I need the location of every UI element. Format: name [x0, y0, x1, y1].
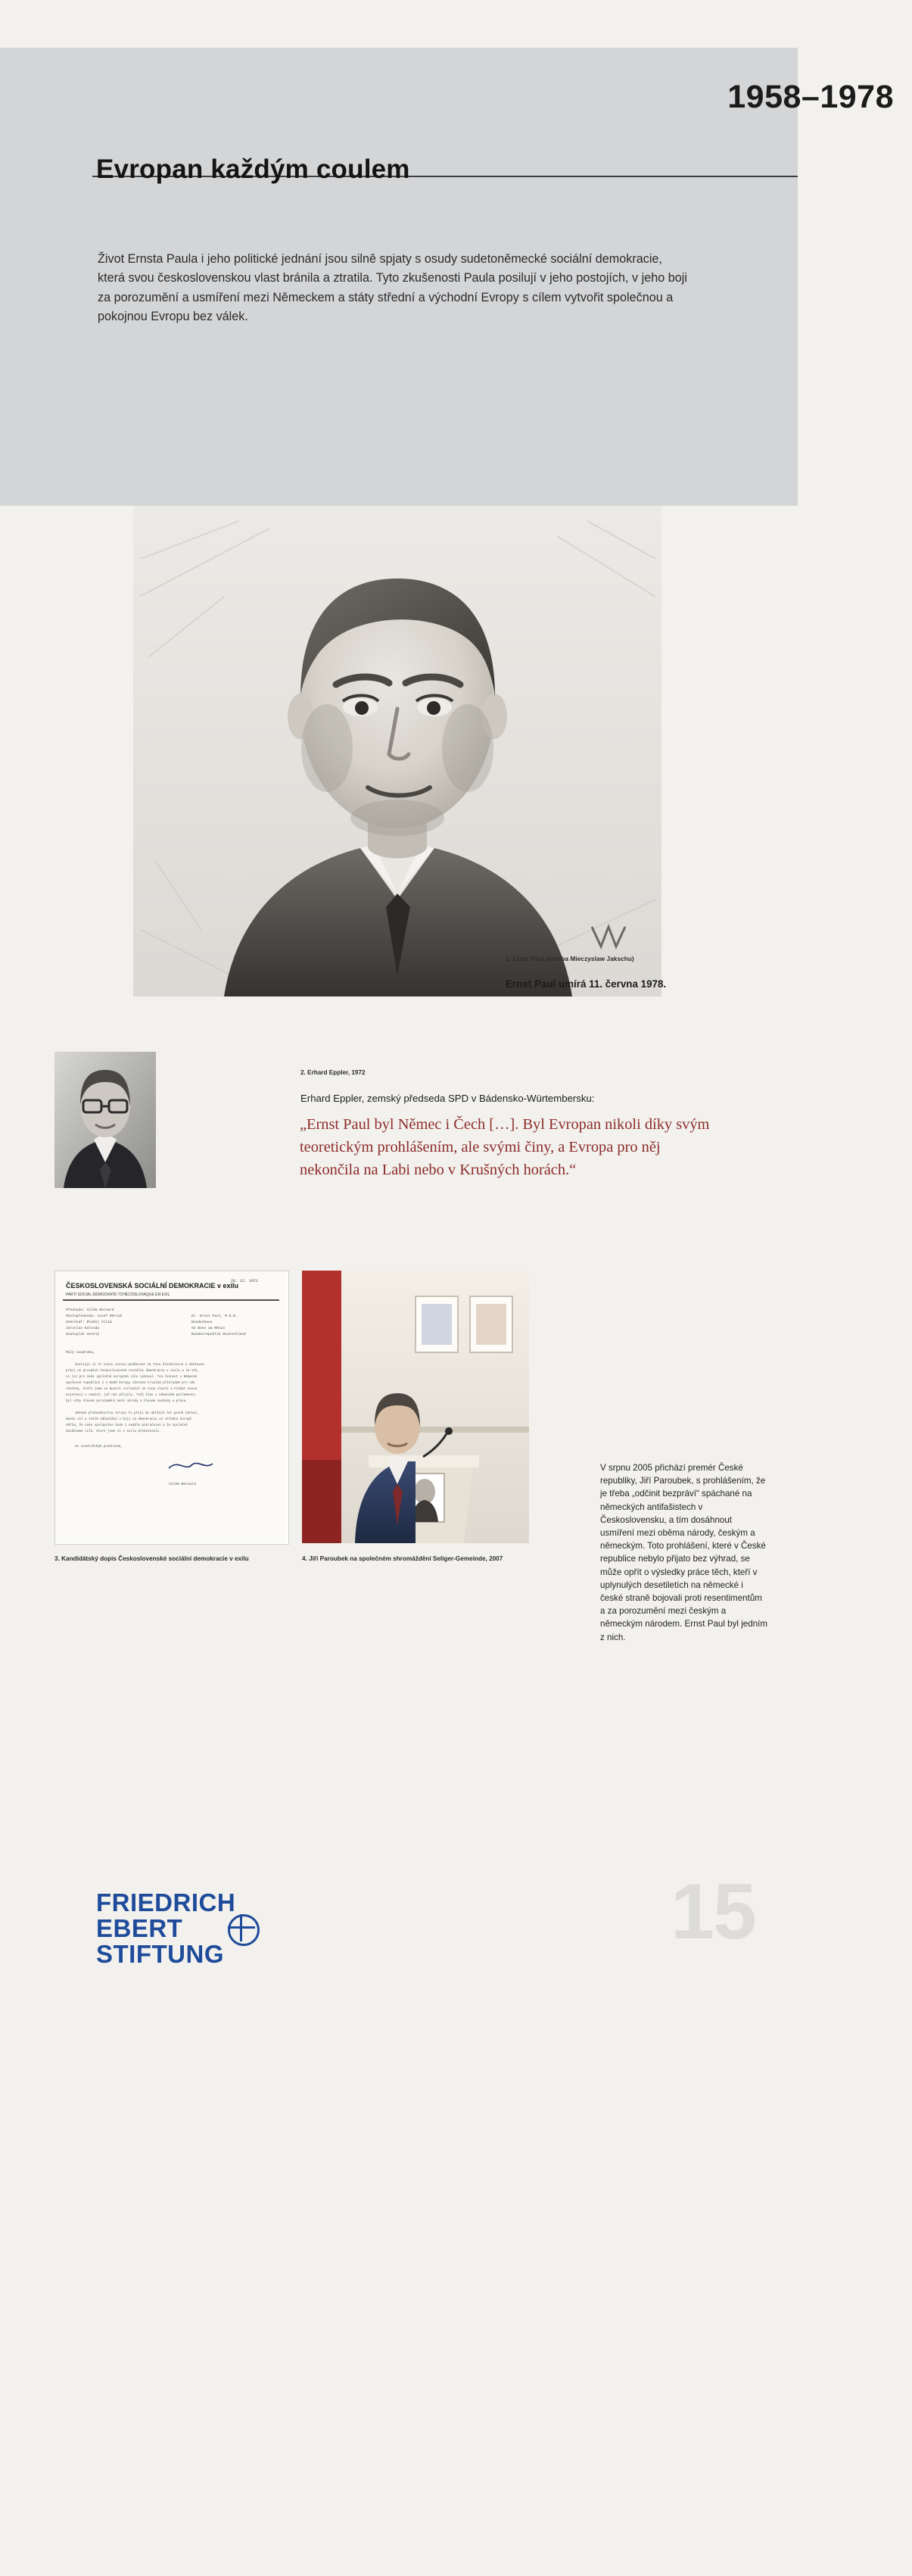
speaker-at-lectern-icon [302, 1271, 529, 1543]
svg-text:všechny, kteří jsme se museli: všechny, kteří jsme se museli rozloučit se svou vlastí a hledat novou [66, 1388, 198, 1391]
fes-logo-line3: STIFTUNG [96, 1940, 224, 1968]
svg-text:Sekretář: Blažej Vilím: Sekretář: Blažej Vilím [66, 1321, 112, 1324]
era-label: 1958–1978 [727, 79, 894, 115]
globe-icon [228, 1914, 260, 1946]
svg-text:co jsi pro naše společné evrop: co jsi pro naše společné evropské cíle vykonal. Tvá činnost v Německé [66, 1376, 198, 1379]
portrait-figure [133, 506, 661, 996]
svg-text:dosáhneme cílů, které jsme si: dosáhneme cílů, které jsme si v exilu předsevzali. [66, 1430, 161, 1433]
letter-document-icon [55, 1271, 287, 1542]
document-scan [54, 1271, 289, 1545]
page-number: 15 [671, 1868, 755, 1956]
svg-text:Dr. Ernst Paul, M.d.B.: Dr. Ernst Paul, M.d.B. [191, 1315, 238, 1318]
svg-text:Předseda: Vilém Bernard: Předseda: Vilém Bernard [66, 1308, 114, 1312]
portrait-photo-icon [54, 1052, 156, 1188]
svg-text:byl vždy hlasem porozumění mez: byl vždy hlasem porozumění mezi národy a hlasem svobody a práva. [66, 1400, 188, 1403]
eppler-photo [54, 1052, 156, 1188]
svg-text:Milý soudruhu,: Milý soudruhu, [66, 1351, 95, 1355]
svg-text:Věřím, že naše spolupráce bude: Věřím, že naše spolupráce bude i nadále pokračovat a že společně [66, 1424, 188, 1427]
quote-attribution: Erhard Eppler, zemský předseda SPD v Bádensko-Würtembersku: [300, 1093, 595, 1104]
pull-quote: „Ernst Paul byl Němec i Čech […]. Byl Evropan nikoli díky svým teoretickým prohlášením, ale svými činy, a Evropa pro něj nekončila na Labi nebo v Krušných horách.“ [300, 1116, 710, 1178]
figure-caption-eppler: 2. Erhard Eppler, 1972 [300, 1069, 366, 1076]
svg-text:Bundesrepublik Deutschland: Bundesrepublik Deutschland [191, 1333, 246, 1336]
svg-text:ČESKOSLOVENSKÁ SOCIÁLNÍ DEMOKR: ČESKOSLOVENSKÁ SOCIÁLNÍ DEMOKRACIE v exilu [66, 1282, 239, 1290]
svg-text:28. 12. 1971: 28. 12. 1971 [231, 1279, 259, 1283]
intro-paragraph: Život Ernsta Paula i jeho politické jednání jsou silně spjaty s osudy sudetoněmecké sociální demokracie, která svou československou vlast bránila a ztratila. Tyto zkušenosti Paula posilují v jeho postojích, v jeho boji za porozumění a usmíření mezi Německem a státy střední a východní Evropy s cílem vytvořit společnou a pokojnou Evropu bez válek. [98, 252, 687, 324]
portrait-drawing-icon [133, 506, 661, 996]
figure-caption-portrait: 1. Ernst Paul (kresba Mieczyslaw Jakschu) [506, 956, 634, 962]
page-title: Evropan každým coulem [96, 154, 410, 184]
svg-text:Místopředseda: Josef Měrnik: Místopředseda: Josef Měrnik [66, 1315, 123, 1318]
svg-text:spolkové republice i v Radě Ev: spolkové republice i v Radě Evropy zůstane trvalým příkladem pro nás [66, 1382, 195, 1385]
svg-text:dovoluji si Ti touto cestou po: dovoluji si Ti touto cestou poděkovat za Tvou dlouholetou a obětavou [75, 1364, 204, 1367]
svg-text:Jaroslav Kalvoda: Jaroslav Kalvoda [66, 1327, 100, 1330]
fes-logo [96, 1890, 278, 1969]
svg-text:Svatopluk Veselý: Svatopluk Veselý [66, 1333, 100, 1336]
fes-logo-line1: FRIEDRICH [96, 1888, 236, 1916]
svg-text:mnoho sil a stálé odhodlání v: mnoho sil a stálé odhodlání v boji za demokracii ve střední Evropě. [66, 1418, 194, 1421]
svg-text:Bundeshaus: Bundeshaus [191, 1321, 213, 1324]
svg-text:práci ve prospěch českoslovens: práci ve prospěch československé sociální demokracie v exilu a za vše, [66, 1370, 199, 1373]
svg-text:PARTI SOCIAL-DÉMOCRATE TCHÉCOS: PARTI SOCIAL-DÉMOCRATE TCHÉCOSLOVAQUE EN EXIL [66, 1293, 170, 1297]
svg-text:53 Bonn am Rhein: 53 Bonn am Rhein [191, 1327, 226, 1330]
svg-text:Vilém Bernard: Vilém Bernard [169, 1483, 196, 1486]
svg-text:Jménem předsednictva strany Ti: Jménem předsednictva strany Ti přeji do dalších let pevné zdraví, [75, 1412, 199, 1415]
fes-logo-line2: EBERT [96, 1914, 183, 1942]
svg-text:Se soudružským pozdravem,: Se soudružským pozdravem, [75, 1445, 123, 1449]
death-note: Ernst Paul umírá 11. června 1978. [506, 978, 667, 990]
figure-caption-paroubek: 4. Jiří Paroubek na společném shromáždění Seliger-Gemeinde, 2007 [302, 1555, 503, 1562]
svg-text:existenci v zemích, jež nás př: existenci v zemích, jež nás přijaly. Tvůj hlas v německém parlamentu [66, 1394, 195, 1397]
right-column-text: V srpnu 2005 přichází premér České republiky, Jiří Paroubek, s prohlášením, že je třeba „odčinit bezpráví“ spáchané na německých antifašistech v Československu, a tím dosáhnout usmíření mezi oběma národy, českým a německým. Toto prohlášení, které v České republice nebylo přijato bez výhrad, se může opřít o výsledky práce těch, kteří v uplynulých desetiletích na německé i české straně bojovali proti resentimentům a za porozumění mezi českým a německým národem. Ernst Paul byl jedním z nich. [600, 1463, 768, 1642]
figure-caption-document: 3. Kandidátský dopis Československé sociální demokracie v exilu [54, 1555, 249, 1562]
paroubek-photo [302, 1271, 529, 1543]
